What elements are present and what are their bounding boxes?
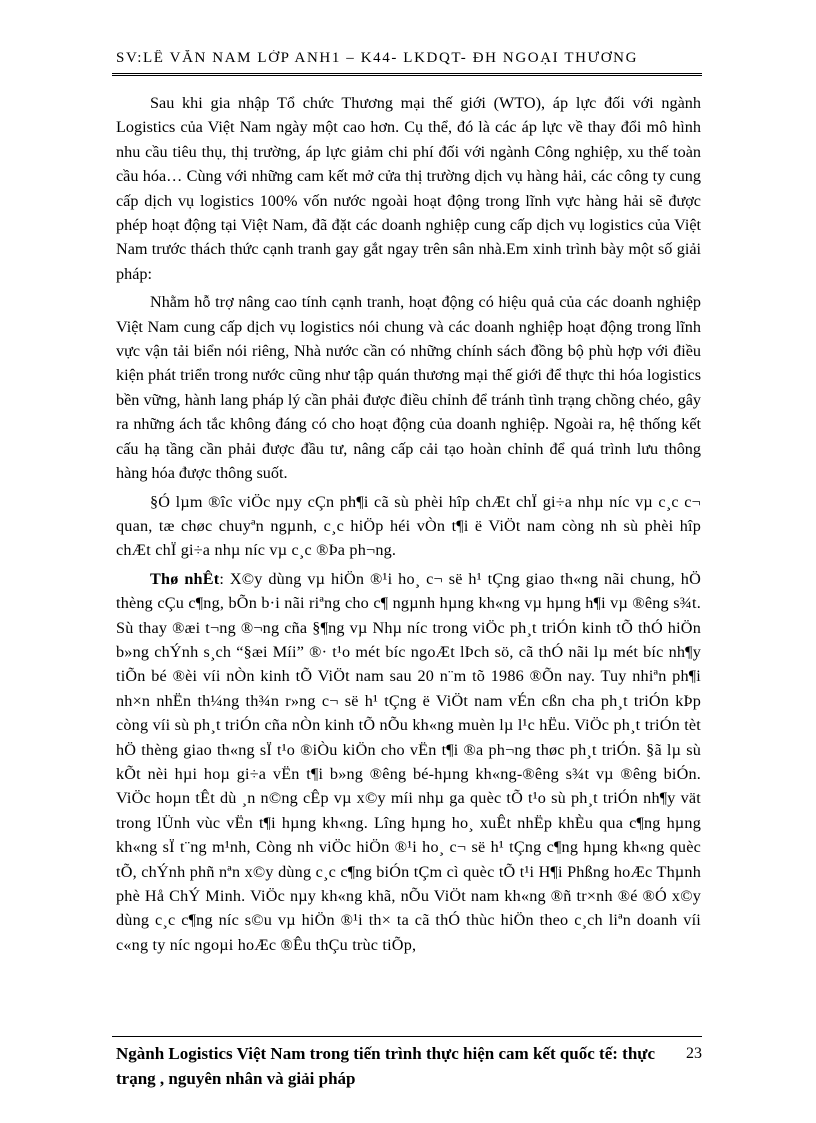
running-header: SV:LÊ VĂN NAM LỚP ANH1 – K44- LKDQT- ĐH NGOẠI THƯƠNG [116, 50, 639, 66]
paragraph-first-point [116, 567, 701, 958]
header-divider [112, 73, 702, 76]
body-text [116, 91, 701, 957]
paragraph-solutions: Nhằm hỗ trợ nâng cao tính cạnh tranh, hoạt động có hiệu quả của các doanh nghiệp Việt Nam cung cấp dịch vụ logistics nói chung và các doanh nghiệp hoạt động trong lĩnh vực vận tải biển nói riêng, Nhà nước cần có những chính sách đồng bộ phù hợp với điều kiện phát triển trong nước cũng như tập quán thương mại thế giới để thực thi hóa logistics bền vững, hành lang pháp lý cần phải được điều chỉnh để tránh tình trạng chồng chéo, gây ra những ách tắc không đáng có cho hoạt động của doanh nghiệp. Ngoài ra, hệ thống kết cấu hạ tầng cần phải được đầu tư, nâng cấp cải tạo hoàn chỉnh để quá trình lưu thông hàng hóa được thông suốt. [116, 293, 701, 483]
paragraph-coordination: §Ó lµm ®îc viÖc nµy cÇn ph¶i cã sù phèi hîp chÆt chÏ gi÷a nhµ níc vµ c¸c c¬ quan, tæ chøc chuyªn ngµnh, c¸c hiÖp héi vÒn t¶i ë ViÖt nam còng nh sù phèi hîp chÆt chÏ gi÷a nhµ níc vµ c¸c ®Þa ph¬ng. [116, 492, 701, 560]
first-point-heading: Thø nhÊt [150, 569, 220, 588]
page-number: 23 [686, 1045, 702, 1062]
paragraph-intro: Sau khi gia nhập Tổ chức Thương mại thế giới (WTO), áp lực đối với ngành Logistics của Việt Nam ngày một cao hơn. Cụ thể, đó là các áp lực về thay đổi mô hình nhu cầu tiêu thụ, thị trường, áp lực giảm chi phí đối với ngành Công nghiệp, xu thế toàn cầu hóa… Cùng với những cam kết mở cửa thị trường dịch vụ hàng hải, các công ty cung cấp dịch vụ logistics 100% vốn nước ngoài hoạt động trong lĩnh vực hàng hải sẽ được phép hoạt động tại Việt Nam, đã đặt các doanh nghiệp cung cấp dịch vụ logistics của Việt Nam trước thách thức cạnh tranh gay gắt ngay trên sân nhà.Em xinh trình bày một số giải pháp: [116, 94, 701, 283]
first-point-text: : X©y dùng vµ hiÖn ®¹i ho¸ c¬ së h¹ tÇng giao th«ng nãi chung, hÖ thèng cÇu c¶ng, bÕn b·i nãi riªng cho c¶ ngµnh hµng kh«ng vµ hµng h¶i vµ ®êng s¾t. Sù thay ®æi t¬ng ®¬ng cña §¶ng vµ Nhµ níc trong viÖc ph¸t triÓn kinh tÕ thÓ hiÖn b»ng chÝnh s¸ch “§æi Míi” ®· t¹o mét bíc ngoÆt lÞch sö, cã thÓ nãi lµ mét bíc nh¶y tiÕn bé ®èi víi nÒn kinh tÕ ViÖt nam sau 20 n¨m tõ 1986 ®Õn nay. Tuy nhiªn ph¶i nh×n nhËn th¼ng th¾n r»ng c¬ së h¹ tÇng ë ViÖt nam vÉn cßn cha ph¸t triÓn kÞp còng víi sù ph¸t triÓn cña nÒn kinh tÕ nÕu kh«ng muèn lµ l¹c hËu. ViÖc ph¸t triÓn tèt hÖ thèng giao th«ng sÏ t¹o ®iÒu kiÖn cho vËn t¶i ®a ph¬ng thøc ph¸t triÓn. §ã lµ sù kÕt nèi hµi hoµ gi÷a vËn t¶i b»ng ®êng bé-hµng kh«ng-®êng s¾t vµ ®êng biÓn. ViÖc hoµn tÊt dù ¸n n©ng cÊp vµ x©y míi nhµ ga quèc tÕ t¹o sù ph¸t triÓn nh¶y vät trong lÜnh vùc vËn t¶i hµng kh«ng. Lîng hµng ho¸ xuÊt nhËp khÈu qua c¶ng hµng kh«ng sÏ t¨ng m¹nh, Còng nh viÖc hiÖn ®¹i ho¸ c¬ së h¹ tÇng c¶ng hµng kh«ng quèc tÕ, chÝnh phñ nªn x©y dùng c¸c c¶ng biÓn tÇm cì quèc tÕ t¹i H¶i Phßng hoÆc Thµnh phè Hå ChÝ Minh. ViÖc nµy kh«ng khã, nÕu ViÖt nam kh«ng ®ñ tr×nh ®é ®Ó x©y dùng c¸c c¶ng níc s©u vµ hiÖn ®¹i th× ta cã thÓ thùc hiÖn theo c¸ch liªn doanh víi c«ng ty níc ngoµi hoÆc ®Êu thÇu trùc tiÕp, [116, 569, 701, 954]
footer-divider [112, 1036, 702, 1037]
footer-title: Ngành Logistics Việt Nam trong tiến trình thực hiện cam kết quốc tế: thực trạng , nguyên nhân và giải pháp [116, 1044, 656, 1088]
